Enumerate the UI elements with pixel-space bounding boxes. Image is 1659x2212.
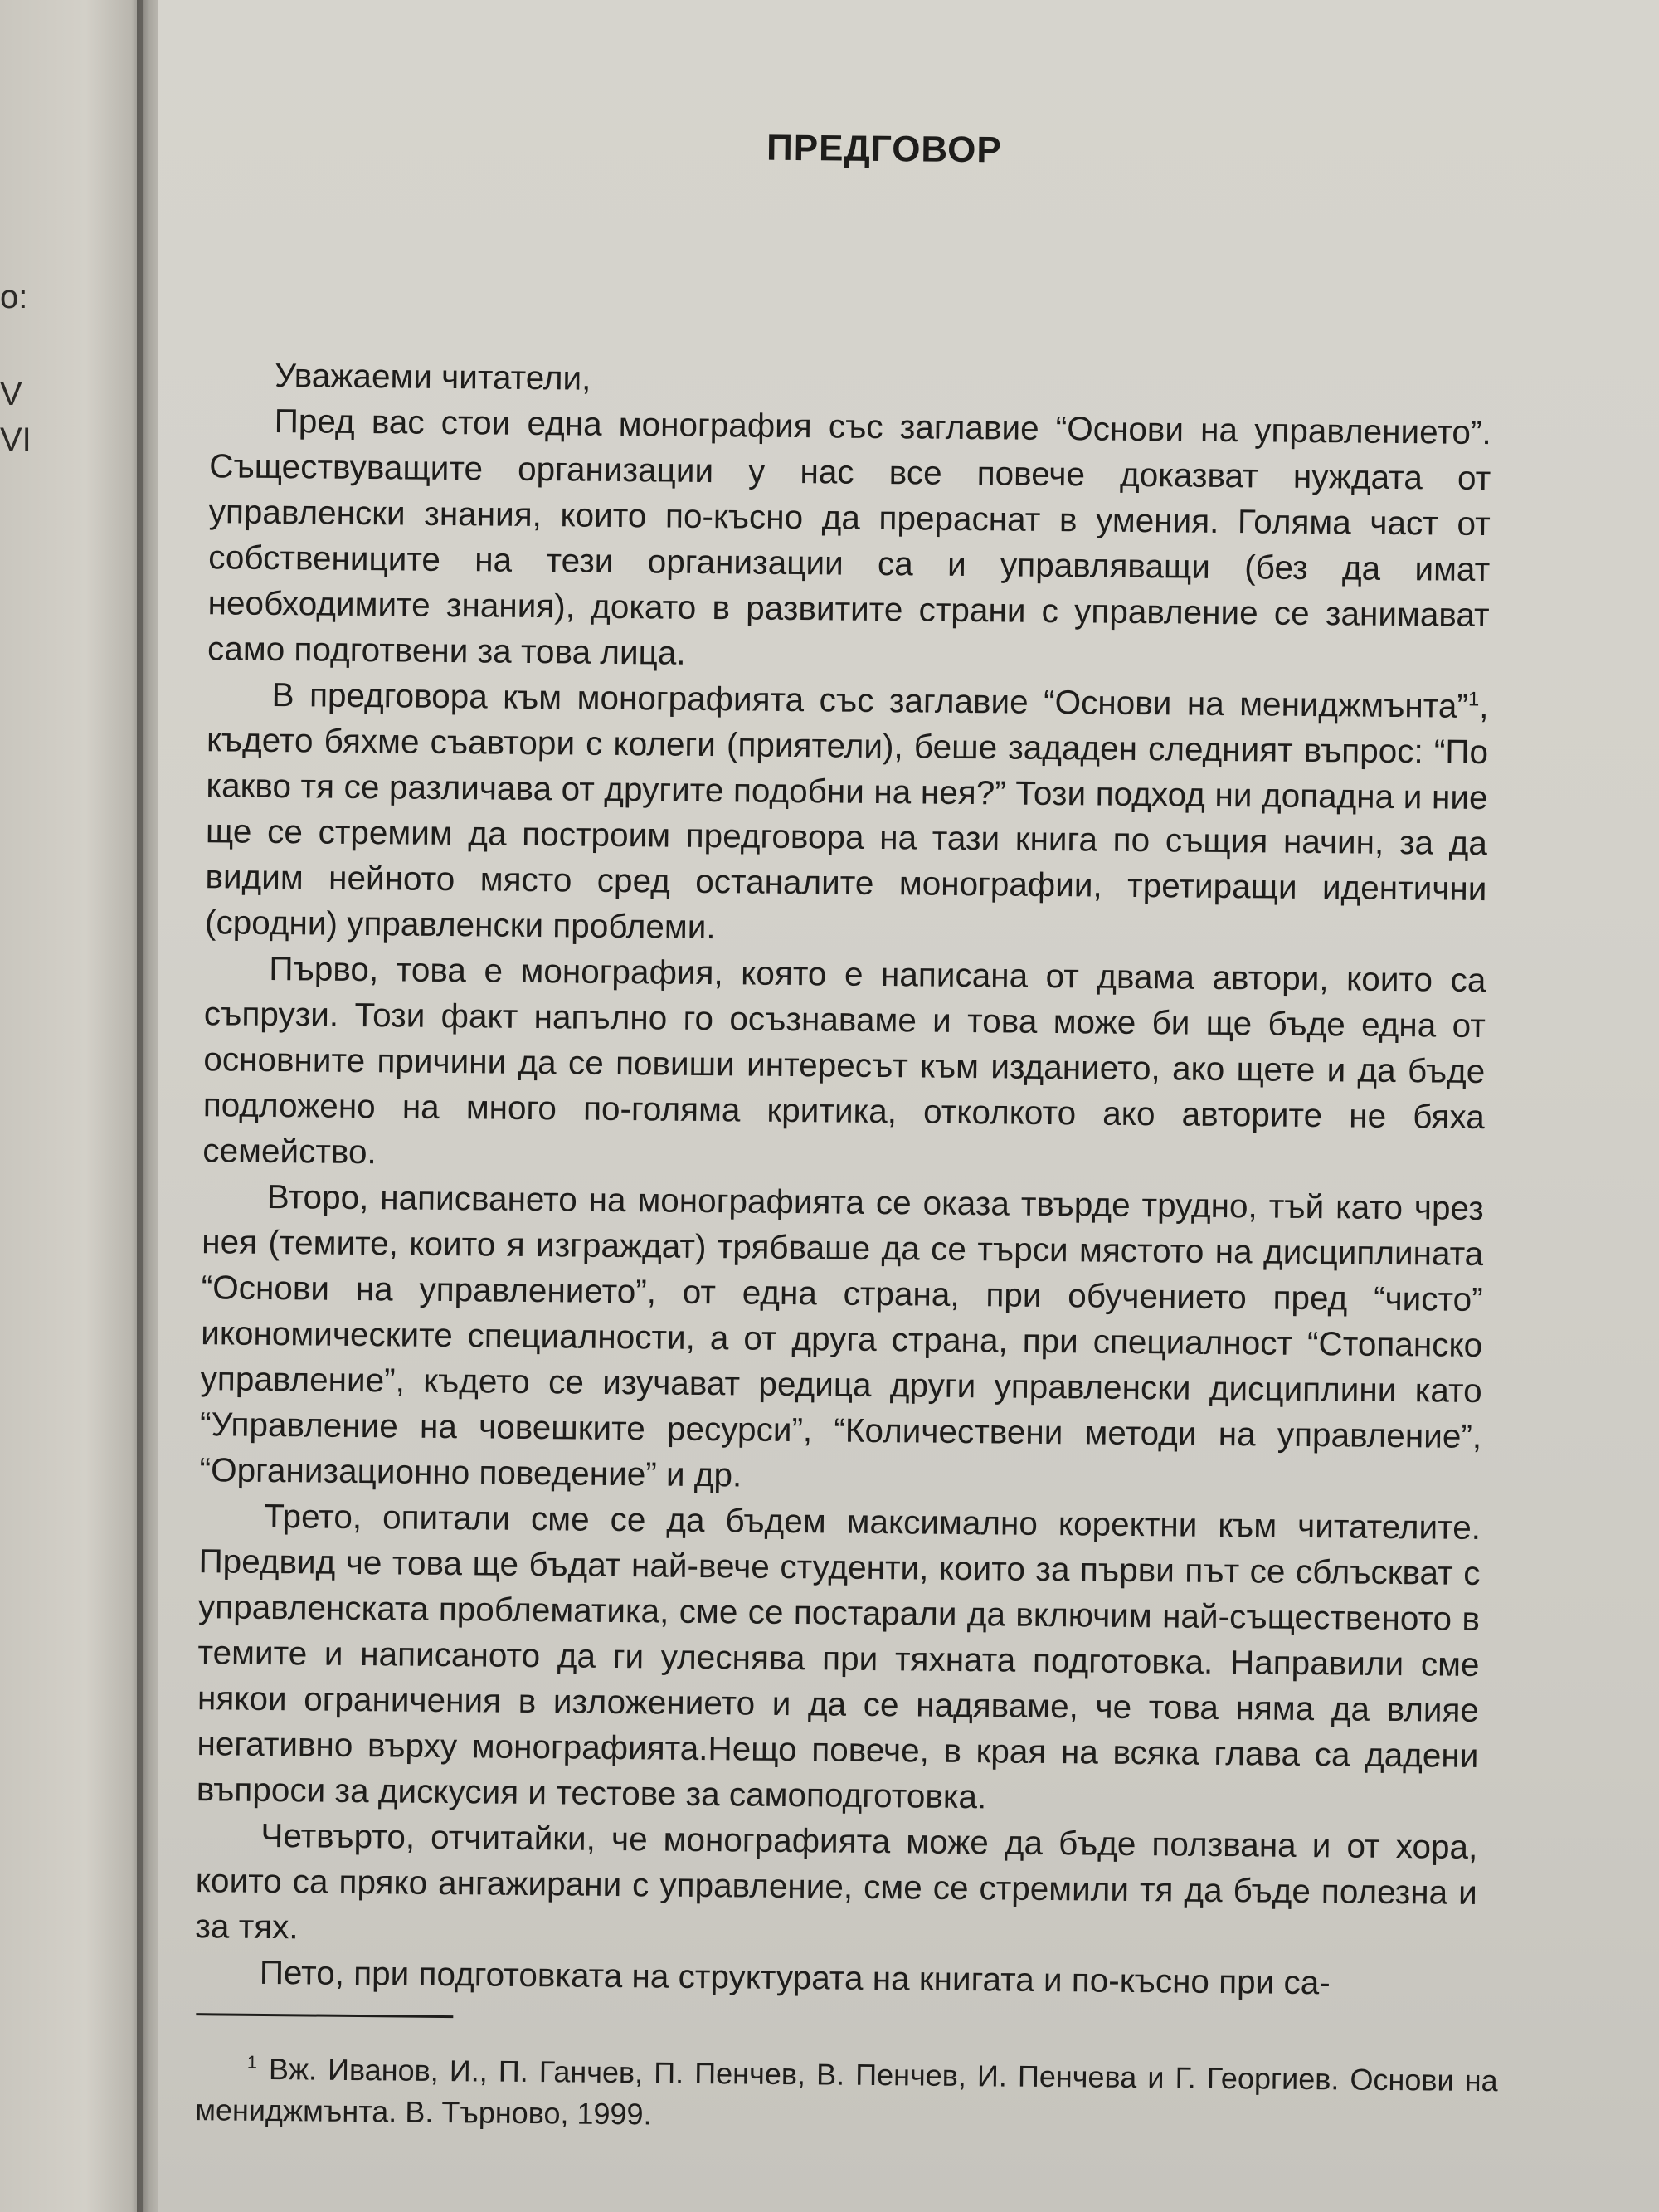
paragraph-text-before-footnote: В предговора към монографията със заглавие “Основи на мениджмънта” [271,675,1469,725]
left-page [0,0,143,2212]
paragraph-text-after-footnote: , където бяхме съавтори с колеги (приятели), беше зададен следният въпрос: “По какво тя се различава от другите подобни на нея?” Този подход ни допадна и ние ще се стремим да построим предговора на тази книга по същия начин, за да видим нейното място сред останалите монографии, третиращи идентични (сродни) управленски проблеми. [204,686,1489,947]
paragraph: Първо, това е монография, която е написана от двама автори, които са съпрузи. Този факт напълно го осъзнаваме и това може би ще бъде една от основните причини да се повиши интересът към изданието, ако щете и да бъде подложено на много по-голяма критика, отколкото ако авторите не бяха семейство. [202,948,1486,1172]
page-title: ПРЕДГОВОР [766,127,1002,171]
body-text [195,352,1492,2007]
footnote-text: Вж. Иванов, И., П. Ганчев, П. Пенчев, В. Пенчев, И. Пенчева и Г. Георгиев. Основи на мениджмънта. В. Търново, 1999. [195,2052,1498,2132]
footnote-divider [196,2013,453,2018]
right-page [158,0,1659,2212]
footnote-marker: 1 [246,2051,258,2073]
paragraph: Пред вас стои една монография със заглавие “Основи на управлението”. Съществуващите организации у нас все повече доказват нуждата от управленски знания, които по-късно да прераснат в умения. Голяма част от собствениците на тези организации са и управляващи (без да имат необходимите знания), докато в развитите страни с управление се занимават само подготвени за това лица. [207,401,1491,672]
paragraph: Пето, при подготовката на структурата на книгата и по-късно при са- [259,1952,1331,2002]
page-content [184,0,1566,2212]
left-page-fragment: о: [0,279,28,315]
paragraph: Трето, опитали сме се да бъдем максимално коректни към читателите. Предвид че това ще бъдат най-вече студенти, които за първи път се сблъскват с управленската проблематика, сме се постарали да включим най-същественото в темите и написаното да ги улеснява при тяхната подготовка. Направили сме някои ограничения в изложението и да се надяваме, че това няма да влияе негативно върху монографията.Нещо повече, в края на всяка глава са дадени въпроси за дискусия и тестове за самоподготовка. [196,1496,1481,1816]
paragraph [205,671,1489,957]
left-page-fragment: V [0,376,22,412]
left-page-fragment: VI [0,421,32,458]
paragraph: Четвърто, отчитайки, че монографията може да бъде ползвана и от хора, които са пряко ангажирани с управление, сме се стремили тя да бъде полезна и за тях. [195,1815,1478,1946]
paragraph: Второ, написването на монографията се оказа твърде трудно, тъй като чрез нея (темите, които я изграждат) трябваше да се търси мястото на дисциплината “Основи на управлението”, от една страна, при обучението пред “чисто” икономическите специалности, а от друга страна, при специалност “Стопанско управление”, където се изучават редица други управленски дисциплини като “Управление на човешките ресурси”, “Количествени методи на управление”, “Организационно поведение” и др. [199,1177,1484,1494]
footnote-reference: 1 [1467,688,1480,711]
greeting: Уважаеми читатели, [275,355,591,397]
footnote [195,2048,1498,2143]
